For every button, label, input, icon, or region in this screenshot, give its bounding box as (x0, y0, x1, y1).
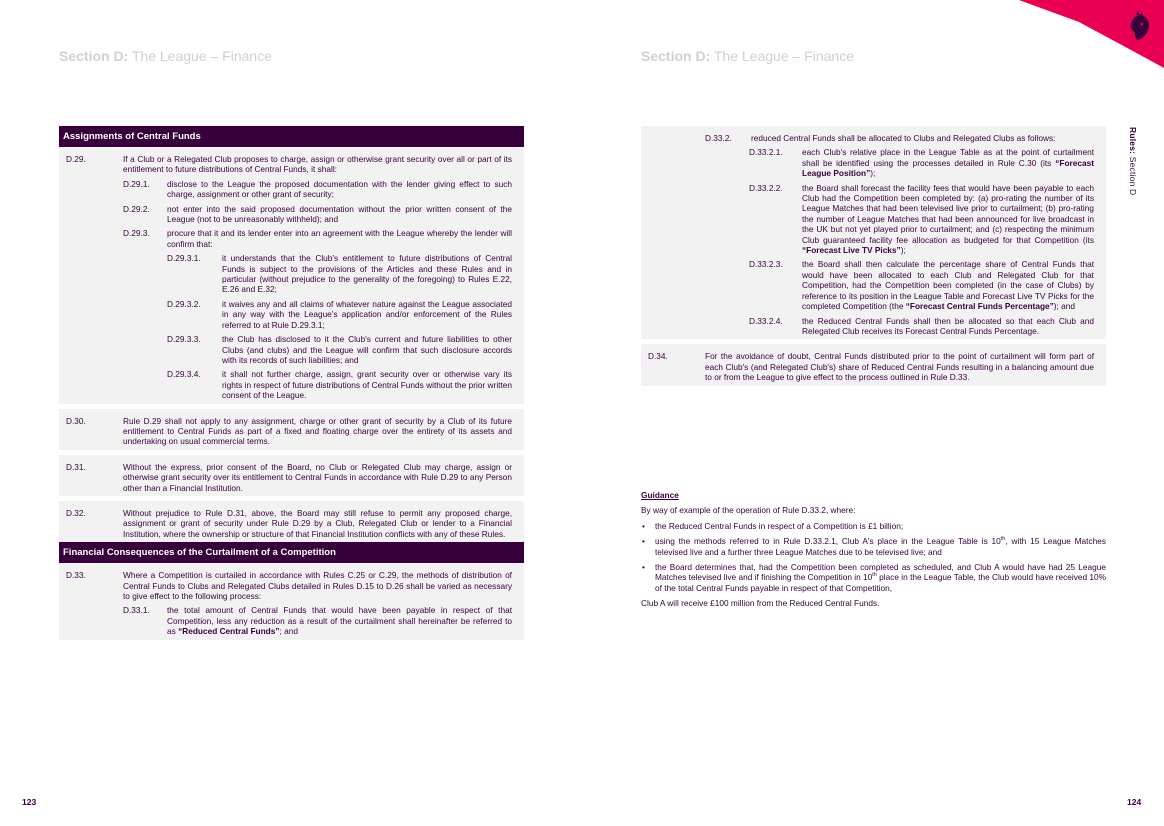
clause-text: Without prejudice to Rule D.31, above, the Board may still refuse to permit any proposed charge, assignment or grant of security under Rule D.29 by a Club, Relegated Club or lender to a Financial Institution, where the ownership or structure of that Financial Institution conflicts with any of these Rules. (123, 507, 512, 539)
clause-number: D.33. (66, 570, 86, 581)
clause-d33-1 (59, 601, 524, 636)
clause-number: D.33.2.3. (749, 259, 783, 270)
clause-text: Without the express, prior consent of the Board, no Club or Relegated Club may charge, assign or otherwise grant security over its entitlement to Central Funds in accordance with Rule D.29 to any Person other than a Financial Institution. (123, 461, 512, 493)
clause-number: D.29.3.1. (167, 253, 201, 264)
clause-box-d33-continued (641, 126, 1106, 339)
bullet-text: using the methods referred to in Rule D.33.2.1, Club A's place in the League Table is 10 (655, 536, 1001, 547)
clause-d33-2-1 (641, 143, 1106, 178)
section-label: Section D: (59, 48, 129, 64)
clause-number: D.33.1. (123, 605, 150, 616)
defined-term: “Forecast Central Funds Percentage” (905, 301, 1054, 312)
side-section-tab (1128, 127, 1138, 195)
clause-number: D.29.3.2. (167, 298, 201, 309)
section-title: The League – Finance (710, 48, 854, 64)
right-column (641, 126, 1106, 386)
clause-text: Where a Competition is curtailed in accordance with Rules C.25 or C.29, the methods of distribution of Central Funds to Clubs and Relegated Clubs detailed in Rules D.15 to D.26 shall be varied as necessary to give effect to the following process: (123, 570, 512, 601)
guidance-bullet (641, 536, 1106, 557)
clause-number: D.29.2. (123, 203, 150, 214)
page-header-right (641, 48, 854, 64)
clause-text: If a Club or a Relegated Club proposes to charge, assign or otherwise grant security over all or part of its entitlement to future distributions of Central Funds, it shall: (123, 154, 512, 175)
guidance-section (641, 490, 1106, 614)
clause-d34 (641, 347, 1106, 382)
clause-box-d30 (59, 409, 524, 450)
clause-text (802, 183, 1106, 256)
clause-text-part: ); (870, 168, 876, 179)
clause-text-part: ); (900, 245, 906, 256)
clause-d33-2 (641, 129, 1106, 143)
clause-text: procure that it and its lender enter into an agreement with the League whereby the lender will confirm that: (167, 228, 512, 249)
bullet-text: , with 15 League Matches televised live and a further three League Matches due to be televised live; and (655, 536, 1106, 557)
clause-text (167, 605, 524, 636)
bullet-text: the Board determines that, had the Competition been completed as scheduled, and Club A would have had 25 League Matches televised live and if finishing the Competition in 10 (655, 562, 1106, 583)
clause-number: D.32. (66, 507, 86, 518)
defined-term: “Forecast League Position” (802, 157, 1094, 179)
clause-number: D.29.3.4. (167, 369, 201, 380)
ordinal-suffix: th (872, 572, 877, 579)
clause-box-d31 (59, 455, 524, 496)
clause-box-d33 (59, 563, 524, 639)
defined-term: “Forecast Live TV Picks” (802, 245, 901, 256)
clause-d32 (59, 504, 524, 539)
clause-d30 (59, 412, 524, 447)
clause-text-part: the Board shall then calculate the percentage share of Central Funds that would have been allocated to each Club and Relegated Club for that Competition, had the Competition been completed (in the case of Clubs) by reference to its position in the League Table and Forecast Live TV Picks for the completed Competition (the (802, 259, 1094, 312)
defined-term: “Reduced Central Funds” (178, 626, 280, 637)
clause-text: the Reduced Central Funds shall then be allocated so that each Club and Relegated Club receives its Forecast Central Funds Percentage. (802, 315, 1094, 336)
clause-number: D.33.2.4. (749, 315, 783, 326)
ordinal-suffix: th (1000, 536, 1006, 543)
side-tab-rest: Section D (1128, 154, 1138, 196)
clause-text-part: ); and (1053, 301, 1075, 312)
clause-d33-2-2 (641, 179, 1106, 256)
clause-text: it shall not further charge, assign, grant security over or otherwise vary its rights in respect of future distributions of Central Funds without the prior written consent of the League. (222, 369, 512, 401)
guidance-intro: By way of example of the operation of Rule D.33.2, where: (641, 505, 856, 516)
clause-number: D.31. (66, 461, 86, 472)
corner-graphic (1019, 0, 1164, 68)
clause-number: D.29.1. (123, 178, 150, 189)
clause-d31 (59, 458, 524, 493)
clause-text: disclose to the League the proposed documentation with the lender giving effect to such charge, assignment or other grant of security; (167, 178, 512, 200)
clause-d29-3-4 (59, 365, 524, 400)
clause-text: Rule D.29 shall not apply to any assignment, charge or other grant of security by a Club of its future entitlement to Central Funds as part of a fixed and floating charge over the entirety of its assets and undertaking on usual commercial terms. (123, 415, 512, 447)
section-heading-assignments: Assignments of Central Funds (59, 126, 524, 147)
clause-text-part: the Board shall forecast the facility fees that would have been payable to each Club had the Competition been completed by: (a) pro-rating the number of its League Matches that had been televised live prior to curtailment; (b) pro-rating the number of League Matches that had been announced for live broadcast in the UK but not yet played prior to curtailment; and (c) respecting the minimum Club guaranteed facility fee allocation as budgeted for that Competition (its (802, 182, 1094, 245)
clause-text-part: the total amount of Central Funds that would have been payable in respect of that Competition, less any reduction as a result of the curtailment shall hereinafter be referred to as (167, 605, 512, 637)
clause-text (802, 147, 1106, 178)
guidance-conclusion: Club A will receive £100 million from the Reduced Central Funds. (641, 598, 880, 609)
clause-text (802, 259, 1106, 311)
clause-d29-3-1 (59, 249, 524, 295)
clause-box-d32 (59, 501, 524, 542)
section-label: Section D: (641, 48, 711, 64)
clause-text: it waives any and all claims of whatever nature against the League associated in any way with the League's application and/or enforcement of the Rules referred to at Rule D.29.3.1; (222, 298, 512, 330)
clause-text-part: ; and (279, 626, 298, 637)
page-number-right: 124 (1127, 797, 1142, 807)
clause-d29-3-2 (59, 295, 524, 330)
clause-d29-2 (59, 200, 524, 225)
guidance-list (641, 521, 1106, 593)
clause-number: D.29.3.3. (167, 334, 201, 345)
clause-text: the Club has disclosed to it the Club's current and future liabilities to other Clubs (and clubs) and the League will confirm that such disclosure accords with its records of such liabilities; and (222, 334, 512, 365)
clause-number: D.33.2.2. (749, 182, 783, 193)
page-number-left: 123 (22, 797, 37, 807)
clause-d29 (59, 150, 524, 175)
side-tab-bold: Rules: (1128, 127, 1138, 155)
clause-number: D.33.2.1. (749, 147, 783, 158)
clause-text: reduced Central Funds shall be allocated to Clubs and Relegated Clubs as follows: (751, 133, 1056, 143)
guidance-bullet (641, 521, 1106, 531)
clause-d33 (59, 566, 524, 601)
clause-number: D.29. (66, 154, 86, 164)
clause-number: D.30. (66, 415, 86, 426)
clause-text: it understands that the Club's entitlement to future distributions of Central Funds is subject to the provisions of the Articles and these Rules and in particular (without prejudice to the generality of the foregoing) to Rules E.22, E.26 and E.32; (222, 253, 512, 295)
clause-d29-3 (59, 224, 524, 249)
guidance-bullet (641, 562, 1106, 593)
left-column (59, 126, 524, 640)
section-title: The League – Finance (128, 48, 272, 64)
clause-text-part: each Club's relative place in the League Table as at the point of curtailment shall be identified using the processes detailed in Rule C.30 (its (802, 147, 1094, 168)
clause-d29-3-3 (59, 330, 524, 365)
clause-number: D.33.2. (705, 133, 732, 143)
clause-box-d29 (59, 147, 524, 404)
clause-number: D.29.3. (123, 228, 150, 239)
section-heading-financial-consequences: Financial Consequences of the Curtailment of a Competition (59, 542, 524, 563)
clause-number: D.34. (648, 351, 668, 362)
guidance-title: Guidance (641, 490, 679, 500)
clause-text: not enter into the said proposed documentation without the prior written consent of the League (not to be unreasonably withheld); and (167, 203, 512, 225)
clause-d33-2-4 (641, 312, 1106, 337)
clause-d29-1 (59, 175, 524, 200)
clause-d33-2-3 (641, 255, 1106, 311)
bullet-text: the Reduced Central Funds in respect of a Competition is £1 billion; (655, 520, 904, 531)
clause-text: For the avoidance of doubt, Central Funds distributed prior to the point of curtailment will form part of each Club's (and Relegated Club's) share of Reduced Central Funds resulting in a balancing amount due to or from the League to give effect to the process outlined in Rule D.33. (705, 351, 1094, 383)
page-header-left (59, 48, 272, 64)
bullet-text: place in the League Table, the Club would have received 10% of the total Central Funds payable in respect of that Competition, (655, 572, 1106, 593)
clause-box-d34 (641, 344, 1106, 385)
